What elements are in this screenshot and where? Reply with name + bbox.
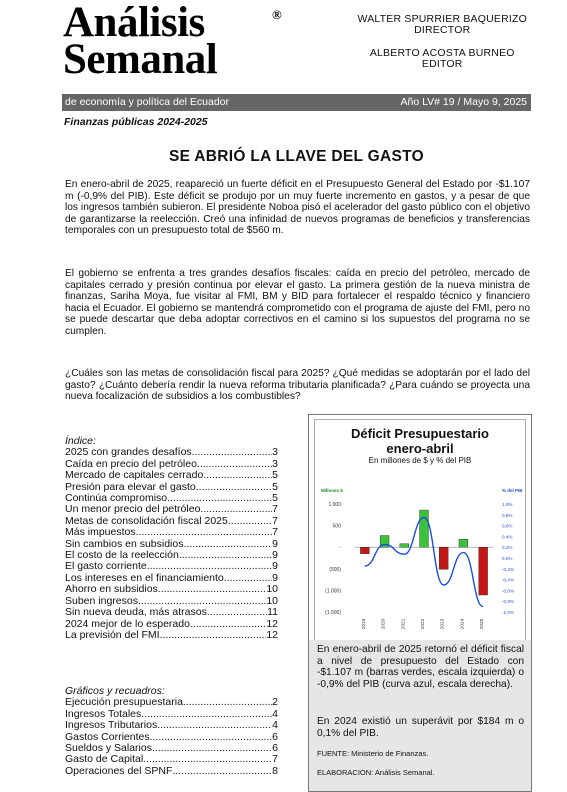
chart-note (309, 640, 531, 791)
index-item-label: Metas de consolidación fiscal 2025 (65, 515, 228, 527)
graph-item-leader (143, 754, 272, 765)
y2-tick-label: 0,2% (502, 545, 513, 551)
staff-box (357, 14, 527, 70)
y2-tick-label: -0,4% (502, 577, 515, 583)
index-item-page: 9 (272, 572, 278, 584)
graphs-list (65, 686, 278, 777)
index-item-page: 5 (272, 470, 278, 482)
chart-elaboration: ELABORACION: Análisis Semanal. (317, 768, 435, 777)
index-item-page: 3 (272, 447, 278, 459)
chart-title-line-2: enero-abril (386, 441, 454, 456)
index-item (65, 482, 278, 493)
index-item-leader (147, 561, 272, 572)
index-item-leader (228, 516, 272, 527)
graph-item-leader (150, 732, 273, 743)
graphs-title: Gráficos y recuadros: (65, 685, 165, 697)
bar-2022 (420, 510, 429, 547)
graph-item-label: Ejecución presupuestaria (65, 697, 183, 709)
index-item-leader (170, 493, 272, 504)
tagline: de economía y política del Ecuador (65, 96, 230, 108)
x-tick-label: 2022 (421, 618, 426, 630)
graph-item-label: Ingresos Totales (65, 708, 142, 720)
y-tick-label: 1.000 (328, 502, 341, 508)
index-list (65, 436, 278, 641)
graph-item (65, 697, 278, 708)
graphs-items (65, 697, 278, 777)
index-item-page: 5 (272, 493, 278, 505)
x-tick-label: 2019 (361, 618, 367, 630)
index-item (65, 527, 278, 538)
y2-tick-label: 0,6% (502, 523, 513, 529)
index-item-page: 12 (266, 629, 278, 641)
graph-item (65, 743, 278, 754)
headline: SE ABRIÓ LA LLAVE DEL GASTO (169, 148, 424, 165)
index-item-label: Ahorro en subsidios. (65, 584, 161, 596)
chart-subtitle: En millones de $ y % del PIB (368, 456, 472, 465)
chart-source: FUENTE: Ministerio de Finanzas. (317, 749, 429, 758)
index-item-label: Suben ingresos. (65, 595, 141, 607)
index-item-page: 12 (266, 618, 278, 630)
publication-logo (63, 0, 282, 83)
director-title: DIRECTOR (414, 24, 471, 36)
index-item (65, 584, 278, 595)
x-tick-label: 2020 (381, 618, 387, 630)
index-item-leader (196, 482, 272, 493)
index-item-page: 11 (267, 607, 278, 619)
graph-item-leader (141, 709, 272, 720)
index-item (65, 516, 278, 527)
chart-title-line-1: Déficit Presupuestario (351, 426, 489, 441)
x-tick-label: 2024 (460, 618, 466, 630)
graph-item-label: Sueldos y Salarios (65, 743, 152, 755)
graph-item (65, 732, 278, 743)
index-item (65, 619, 278, 630)
index-item-label: Más impuestos (65, 527, 136, 539)
bar-2019 (360, 547, 369, 553)
y2-tick-label: -0,2% (502, 566, 515, 572)
bar-2023 (439, 547, 448, 569)
index-item-leader (210, 607, 267, 618)
index-item (65, 573, 278, 584)
y2-tick-label: -1,0% (502, 610, 515, 615)
chart-box (308, 414, 532, 792)
chart-panel (314, 419, 526, 641)
editor-title: EDITOR (421, 58, 463, 70)
x-tick-label: 2023 (440, 618, 446, 630)
index-item-page: 10 (266, 584, 278, 596)
index-item-leader (195, 447, 273, 458)
logo-line-1: Análisis (63, 0, 205, 46)
section-label: Finanzas públicas 2024-2025 (64, 116, 208, 128)
index-item-label: La previsión del FMI (65, 629, 160, 641)
graph-item-page: 4 (272, 720, 278, 732)
y-tick-label: (1.000) (325, 588, 341, 595)
y2-tick-label: 0,0% (502, 556, 513, 561)
y2-tick-label: 0,8% (502, 512, 513, 518)
y2-tick-label: -0,6% (502, 588, 515, 594)
index-item (65, 447, 278, 458)
paragraph-3: ¿Cuáles son las metas de consolidación fiscal para 2025? ¿Qué medidas se adoptarán por el lado del gasto? ¿Cuánto debería rendir la nueva reforma tributaria planificada? ¿Para cuándo se proyecta una nueva focalización de subsidios a los combustibles? (65, 368, 530, 403)
index-item (65, 630, 278, 641)
index-item-leader (136, 527, 273, 538)
index-item-page: 7 (272, 527, 278, 539)
y-tick-label: (500) (329, 566, 341, 573)
graph-item (65, 766, 278, 777)
index-item-leader (160, 630, 267, 641)
index-item-label: Sin cambios en subsidios (65, 538, 184, 550)
graph-item-leader (183, 697, 272, 708)
index-item-leader (200, 504, 272, 515)
index-item (65, 459, 278, 470)
registered-mark: ® (272, 7, 282, 22)
paragraph-1: En enero-abril de 2025, reapareció un fuerte déficit en el Presupuesto General del Estado por -$1.107 m (-0,9% del PIB). Este déficit se produjo por un muy fuerte incremento en gastos, y a pesar de que los ingresos también subieron. El presidente Noboa pisó el acelerador del gasto público con el objetivo de garantizarse la reelección. Creó una infinidad de nuevos programas de beneficios y transferencias temporales con un presupuesto total de $560 m. (65, 179, 530, 237)
bar-2021 (400, 544, 409, 547)
director-name: WALTER SPURRIER BAQUERIZO (357, 13, 527, 25)
y2-tick-label: 1,0% (502, 502, 513, 507)
paragraph-2: El gobierno se enfrenta a tres grandes desafíos fiscales: caída en precio del petróleo, mercado de capitales cerrado y presión continua por elevar el gasto. La primera gestión de la nueva ministra de finanzas, Sariha Moya, fue visitar al FMI, BM y BID para fortalecer el respaldo técnico y financiero hacia el Ecuador. El gobierno se mantendrá comprometido con el programa de ajuste del FMI, pero no se puede descartar que deba adoptar correctivos en el camino si los supuestos del programa no se cumplen. (65, 268, 530, 337)
index-items (65, 447, 278, 641)
graph-item-label: Gasto de Capital (65, 754, 144, 766)
index-item-label: Caída en precio del petróleo (65, 458, 197, 470)
index-item-leader (161, 584, 267, 595)
graph-item-page: 6 (272, 743, 278, 755)
index-item-page: 7 (272, 515, 278, 527)
graph-item-page: 8 (272, 765, 278, 777)
index-item-leader (183, 539, 272, 550)
index-item (65, 607, 278, 618)
logo-line-2: Semanal (63, 36, 218, 83)
bar-2025 (479, 547, 488, 595)
graph-item-page: 4 (272, 708, 278, 720)
chart-svg (315, 420, 525, 640)
index-item-label: Los intereses en el financiamiento (65, 572, 224, 584)
index-item-label: Sin nueva deuda, más atrasos. (65, 607, 210, 619)
y2-tick-label: -0,8% (502, 599, 515, 605)
graph-item-label: Ingresos Tributarios (65, 720, 158, 732)
index-item (65, 561, 278, 572)
index-item (65, 596, 278, 607)
index-item-page: 10 (266, 595, 278, 607)
graph-item-leader (172, 766, 272, 777)
index-item-label: El costo de la reelección (65, 550, 179, 562)
y-tick-label: - (339, 545, 341, 552)
index-title: Índice: (65, 435, 96, 447)
graph-item-label: Gastos Corrientes (65, 731, 150, 743)
index-item-page: 5 (272, 481, 278, 493)
x-tick-label: 2021 (401, 618, 407, 630)
y-axis-label: Millones $ (321, 488, 343, 493)
y-tick-label: (1.500) (325, 610, 341, 616)
graph-item-page: 6 (272, 731, 278, 743)
x-tick-label: 2025 (480, 618, 486, 630)
bar-2024 (459, 539, 468, 547)
index-item (65, 493, 278, 504)
y2-tick-label: 0,4% (502, 534, 513, 540)
masthead-band (62, 94, 531, 111)
graph-item-page: 7 (272, 754, 278, 766)
index-item-page: 9 (272, 538, 278, 550)
graph-item (65, 709, 278, 720)
graph-item-leader (152, 743, 272, 754)
y2-axis-label: % del PIB (502, 488, 523, 493)
index-item-leader (203, 470, 272, 481)
index-item (65, 550, 278, 561)
issue-info: Año LV# 19 / Mayo 9, 2025 (400, 96, 527, 108)
index-item-label: 2024 mejor de lo esperado. (65, 618, 193, 630)
index-item-leader (179, 550, 272, 561)
graph-item (65, 754, 278, 765)
index-item (65, 539, 278, 550)
graph-item-page: 2 (272, 697, 278, 709)
y-tick-label: 500 (332, 523, 341, 530)
graph-item-label: Operaciones del SPNF (65, 765, 173, 777)
index-item-page: 3 (272, 458, 278, 470)
index-item-label: El gasto corriente (65, 561, 147, 573)
index-item-page: 9 (272, 561, 278, 573)
index-item-label: Un menor precio del petróleo (65, 504, 201, 516)
editor-name: ALBERTO ACOSTA BURNEO (369, 47, 515, 59)
index-item-label: Presión para elevar el gasto (65, 481, 196, 493)
index-item-label: Continúa compromiso. (65, 493, 171, 505)
chart-note-text-2: En 2024 existió un superávit por $184 m o 0,1% del PIB. (317, 716, 524, 739)
index-item-leader (193, 619, 266, 630)
index-item-leader (224, 573, 272, 584)
index-item-page: 9 (272, 550, 278, 562)
index-item-page: 7 (272, 504, 278, 516)
index-item (65, 470, 278, 481)
index-item-label: Mercado de capitales cerrado (65, 470, 204, 482)
index-item-label: 2025 con grandes desafíos. (65, 447, 195, 459)
graph-item (65, 720, 278, 731)
index-item-leader (141, 596, 266, 607)
chart-note-text-1: En enero-abril de 2025 retornó el déficit fiscal a nivel de presupuesto del Estado con -$1.107 m (barras verdes, escala izquierda) o -0,9% del PIB (curva azul, escala derecha). (317, 644, 524, 690)
graph-item-leader (157, 720, 272, 731)
index-item (65, 504, 278, 515)
index-item-leader (197, 459, 272, 470)
